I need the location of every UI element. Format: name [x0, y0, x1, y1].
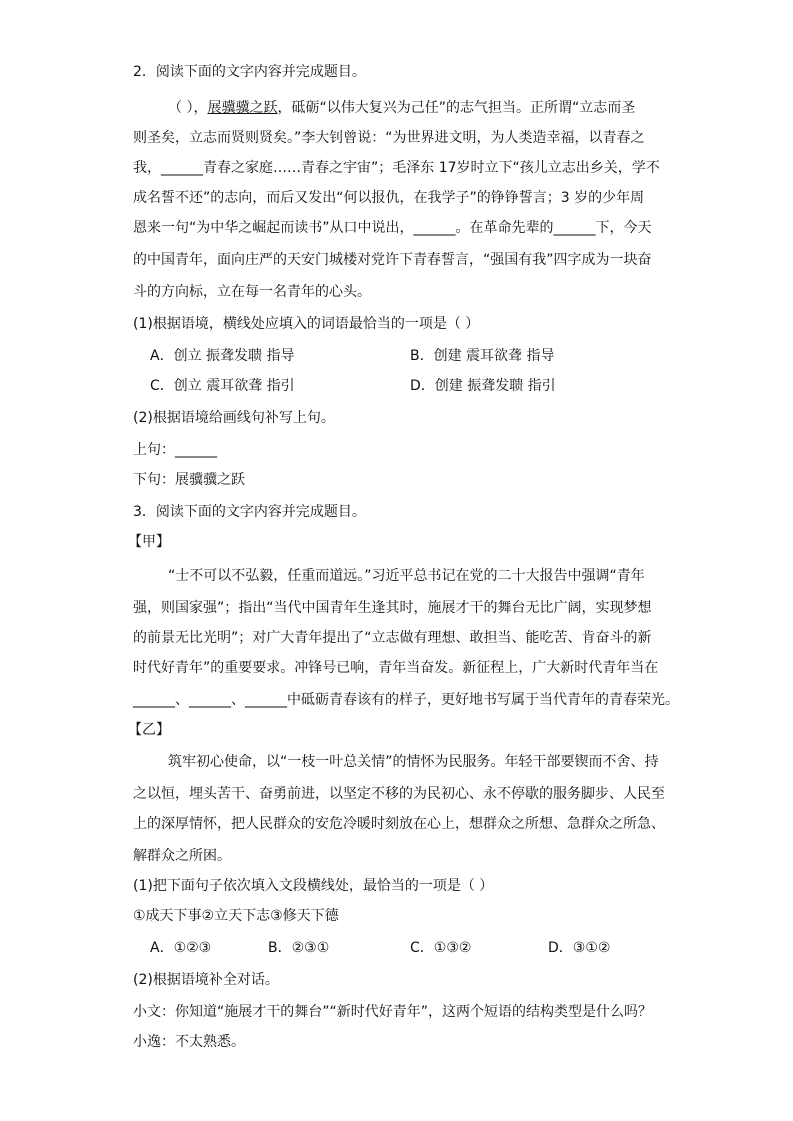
q3-option-a: A．①②③ — [150, 940, 212, 956]
q3-yi-line-4: 解群众之所困。 — [133, 848, 231, 864]
underlined-sentence: 展骥骥之跃 — [207, 100, 278, 116]
q2-option-c: C．创立 震耳欲聋 指引 — [150, 378, 295, 394]
q3-yi-line-3: 上的深厚情怀，把人民群众的安危冷暖时刻放在心上，想群众之所想、急群众之所急、 — [133, 816, 665, 832]
q3-jia-line-4: 时代好青年”的重要要求。冲锋号已响，青年当奋发。新征程上，广大新时代青年当在 — [133, 660, 659, 676]
q3-yi-label: 【乙】 — [128, 722, 170, 738]
q2-para-line-4: 成名誓不还”的志向，而后又发出“何以报仇，在我学子”的铮铮誓言；3 岁的少年周 — [133, 190, 645, 206]
q2-para-line-6: 的中国青年，面向庄严的天安门城楼对党许下青春誓言，“强国有我”四字成为一块奋 — [133, 252, 652, 268]
q3-sub2: (2)根据语境补全对话。 — [133, 972, 279, 988]
q2-title: 2．阅读下面的文字内容并完成题目。 — [133, 64, 366, 80]
q3-dialog-2: 小逸：不太熟悉。 — [133, 1034, 245, 1050]
q2-para-line-3: 我，______青春之家庭……青春之宇宙”；毛泽东 17岁时立下“孩儿立志出乡关，学不 — [133, 160, 660, 176]
q3-jia-line-2: 强，则国家强”；指出“当代中国青年生逢其时，施展才干的舞台无比广阔，实现梦想 — [133, 600, 652, 616]
q2-option-a: A．创立 振聋发聩 指导 — [150, 348, 295, 364]
q2-sub1: (1)根据语境，横线处应填入的词语最恰当的一项是（ ） — [133, 316, 480, 332]
q3-yi-line-2: 之以恒，埋头苦干、奋勇前进，以坚定不移的为民初心、永不停歇的服务脚步、人民至 — [133, 786, 665, 802]
q3-jia-line-1: “士不可以不弘毅，任重而道远。”习近平总书记在党的二十大报告中强调“青年 — [168, 568, 645, 584]
q2-option-d: D．创建 振聋发聩 指引 — [410, 378, 556, 394]
q2-upper: 上句：______ — [133, 442, 217, 458]
q3-option-b: B．②③① — [268, 940, 330, 956]
q2-option-b: B．创建 震耳欲聋 指导 — [410, 348, 555, 364]
q3-jia-line-5: ______、______、______中砥砺青春该有的样子，更好地书写属于当代青年的青春荣光。 — [133, 692, 679, 708]
q2-para-line-5: 恩来一句“为中华之崛起而读书”从口中说出，______。在革命先辈的______下，今天 — [133, 220, 652, 236]
q3-title: 3．阅读下面的文字内容并完成题目。 — [133, 504, 366, 520]
q2-lower: 下句：展骥骥之跃 — [133, 472, 245, 488]
q3-jia-line-3: 的前景无比光明”；对广大青年提出了“立志做有理想、敢担当、能吃苦、肯奋斗的新 — [133, 630, 652, 646]
q2-sub2: (2)根据语境给画线句补写上句。 — [133, 410, 335, 426]
q3-option-c: C．①③② — [410, 940, 472, 956]
q3-sentences: ①成天下事②立天下志③修天下德 — [133, 908, 339, 924]
q2-para-line-1: （ ），展骥骥之跃，砥砺“以伟大复兴为己任”的志气担当。正所谓“立志而圣 — [168, 100, 636, 116]
q3-yi-line-1: 筑牢初心使命，以“一枝一叶总关情”的情怀为民服务。年轻干部要锲而不舍、持 — [168, 754, 659, 770]
q2-para-line-2: 则圣矣，立志而贤则贤矣。”李大钊曾说：“为世界进文明，为人类造幸福，以青春之 — [133, 130, 645, 146]
q3-dialog-1: 小文：你知道“施展才干的舞台”“新时代好青年”，这两个短语的结构类型是什么吗？ — [133, 1004, 653, 1020]
q3-sub1: (1)把下面句子依次填入文段横线处，最恰当的一项是（ ） — [133, 878, 494, 894]
q3-option-d: D．③①② — [548, 940, 611, 956]
q3-jia-label: 【甲】 — [128, 534, 170, 550]
q2-para-line-7: 斗的方向标，立在每一名青年的心头。 — [133, 284, 371, 300]
